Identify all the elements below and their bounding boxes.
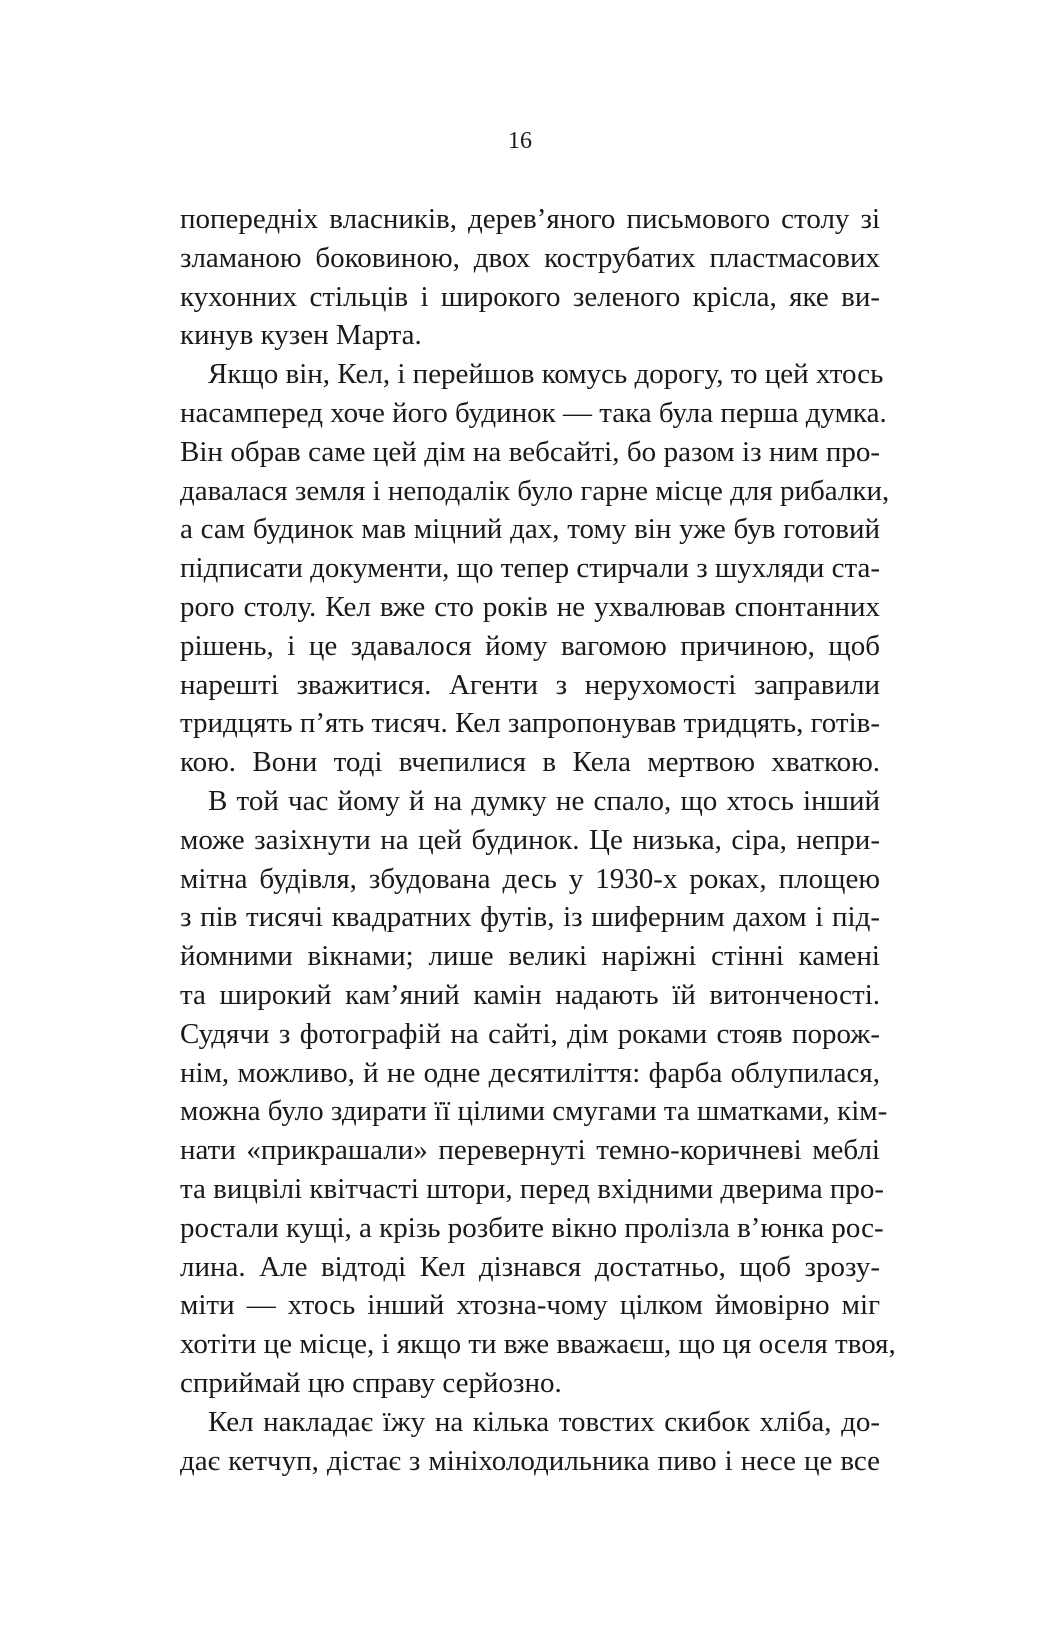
text-line: може зазіхнути на цей будинок. Це низька, сіра, непри- xyxy=(180,823,880,856)
text-line: з пів тисячі квадратних футів, із шиферним дахом і під- xyxy=(180,901,880,934)
text-line: а сам будинок мав міцний дах, тому він уже був готовий xyxy=(180,513,880,546)
text-line: підписати документи, що тепер стирчали з шухляди ста- xyxy=(180,552,881,585)
text-line: дає кетчуп, дістає з мініхолодильника пиво і несе це все xyxy=(180,1444,880,1477)
text-line: хотіти це місце, і якщо ти вже вважаєш, що ця оселя твоя, xyxy=(180,1328,896,1361)
text-line: Якщо він, Кел, і перейшов комусь дорогу, то цей хтось xyxy=(208,358,884,391)
text-line: рого столу. Кел вже сто років не ухвалював спонтанних xyxy=(180,590,880,623)
text-line: кухонних стільців і широкого зеленого крісла, яке ви- xyxy=(180,280,880,313)
text-line: В той час йому й на думку не спало, що хтось інший xyxy=(208,784,880,817)
text-line: Кел накладає їжу на кілька товстих скибок хліба, до- xyxy=(208,1405,880,1438)
body-text xyxy=(180,200,896,1480)
text-line: нарешті зважитися. Агенти з нерухомості заправили xyxy=(180,668,880,701)
page-number: 16 xyxy=(508,128,532,154)
text-line: сприймай цю справу серйозно. xyxy=(180,1366,562,1399)
text-line: насамперед хоче його будинок — така була перша думка. xyxy=(180,396,887,429)
text-line: нім, можливо, й не одне десятиліття: фарба облупилася, xyxy=(180,1056,880,1089)
text-line: та широкий кам’яний камін надають їй витонченості. xyxy=(180,978,880,1011)
text-line: тридцять п’ять тисяч. Кел запропонував тридцять, готів- xyxy=(180,707,880,740)
text-line: мітна будівля, збудована десь у 1930-х роках, площею xyxy=(180,862,880,895)
text-line: Він обрав саме цей дім на вебсайті, бо разом із ним про- xyxy=(180,435,880,468)
text-line: ростали кущі, а крізь розбите вікно пролізла в’юнка рос- xyxy=(180,1211,884,1244)
text-line: міти — хтось інший хтозна-чому цілком ймовірно міг xyxy=(180,1289,880,1322)
text-line: йомними вікнами; лише великі наріжні стінні камені xyxy=(180,940,880,973)
text-line: давалася земля і неподалік було гарне місце для рибалки, xyxy=(180,474,890,507)
text-line: кою. Вони тоді вчепилися в Кела мертвою хваткою. xyxy=(180,746,880,779)
text-line: Судячи з фотографій на сайті, дім роками стояв порож- xyxy=(180,1017,880,1050)
text-line: та вицвілі квітчасті штори, перед вхідними дверима про- xyxy=(180,1172,885,1205)
text-line: зламаною боковиною, двох кострубатих пластмасових xyxy=(180,241,880,274)
text-line: кинув кузен Марта. xyxy=(180,319,422,352)
text-line: попередніх власників, дерев’яного письмового столу зі xyxy=(180,203,880,235)
text-line: лина. Але відтоді Кел дізнався достатньо, щоб зрозу- xyxy=(180,1250,880,1283)
text-line: рішень, і це здавалося йому вагомою причиною, щоб xyxy=(180,629,880,662)
text-line: можна було здирати її цілими смугами та шматками, кім- xyxy=(180,1095,888,1128)
text-line: нати «прикрашали» перевернуті темно-коричневі меблі xyxy=(180,1134,880,1167)
